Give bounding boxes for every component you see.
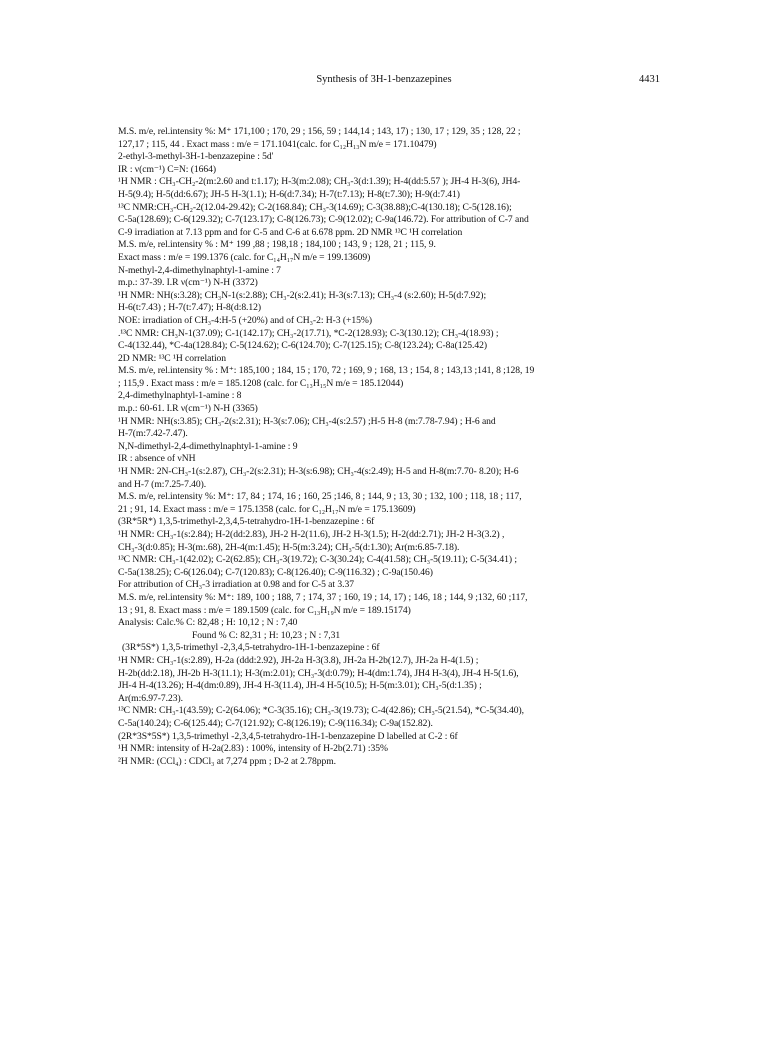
text-line: M.S. m/e, rel.intensity %: M⁺ 171,100 ; 170, 29 ; 156, 59 ; 144,14 ; 143, 17) ; 130, 17 ; 129, 35 ; 128, 22 ; xyxy=(118,126,521,137)
text-line: Exact mass : m/e = 199.1376 (calc. for C₁₄H₁₇N m/e = 199.13609) xyxy=(118,251,371,263)
text-line: ²H NMR: (CCl₄) : CDCl₃ at 7,274 ppm ; D-2 at 2.78ppm. xyxy=(118,755,336,767)
text-line: ¹³C NMR: CH₃-1(43.59); C-2(64.06); *C-3(35.16); CH₃-3(19.73); C-4(42.86); CH₃-5(21.54), *C-5(34.40), xyxy=(118,705,524,717)
text-line: CH₃-3(d:0.85); H-3(m:.68), 2H-4(m:1.45); H-5(m:3.24); CH₃-5(d:1.30); Ar(m:6.85-7.18). xyxy=(118,541,460,553)
text-line: H-7(m:7.42-7.47). xyxy=(118,428,188,440)
text-line: ¹H NMR: NH(s:3.28); CH₃N-1(s:2.88); CH₃-2(s:2.41); H-3(s:7.13); CH₃-4 (s:2.60); H-5(d:7.92); xyxy=(118,289,487,301)
text-line: (2R*3S*5S*) 1,3,5-trimethyl -2,3,4,5-tetrahydro-1H-1-benzazepine D labelled at C-2 : 6f xyxy=(118,730,458,742)
text-line: H-2b(dd:2.18), JH-2b H-3(11.1); H-3(m:2.01); CH₃-3(d:0.79); H-4(dm:1.74), JH4 H-3(4), JH-4 H-5(1.6), xyxy=(118,667,519,679)
text-line: ¹³C NMR:CH₃-CH₂-2(12.04-29.42); C-2(168.84); CH₃-3(14.69); C-3(38.88);C-4(130.18); C-5(128.16); xyxy=(118,201,512,213)
page-number: 4431 xyxy=(639,74,660,85)
text-line: ¹H NMR: NH(s:3.85); CH₃-2(s:2.31); H-3(s:7.06); CH₃-4(s:2.57) ;H-5 H-8 (m:7.78-7.94) ; H-6 and xyxy=(118,415,496,427)
text-line: (3R*5S*) 1,3,5-trimethyl -2,3,4,5-tetrahydro-1H-1-benzazepine : 6f xyxy=(122,642,380,654)
text-line: N-methyl-2,4-dimethylnaphtyl-1-amine : 7 xyxy=(118,264,281,276)
text-line: Ar(m:6.97-7.23). xyxy=(118,692,184,704)
running-header xyxy=(0,74,768,90)
text-line: m.p.: 37-39. I.R ν(cm⁻¹) N-H (3372) xyxy=(118,277,258,289)
text-line: M.S. m/e, rel.intensity %: M⁺: 17, 84 ; 174, 16 ; 160, 25 ;146, 8 ; 144, 9 ; 13, 30 ; 132, 100 ; 118, 18 ; 117, xyxy=(118,491,522,503)
text-line: and H-7 (m:7.25-7.40). xyxy=(118,478,207,490)
text-line: C-9 irradiation at 7.13 ppm and for C-5 and C-6 at 6.678 ppm. 2D NMR ¹³C ¹H correlation xyxy=(118,226,463,238)
text-line: IR : ν(cm⁻¹) C=N: (1664) xyxy=(118,163,217,175)
running-title: Synthesis of 3H-1-benzazepines xyxy=(316,74,452,85)
text-line: ¹H NMR: intensity of H-2a(2.83) : 100%, intensity of H-2b(2.71) :35% xyxy=(118,743,388,755)
text-line: For attribution of CH₃-3 irradiation at 0.98 and for C-5 at 3.37 xyxy=(118,579,354,591)
text-line: Found % C: 82,31 ; H: 10,23 ; N : 7,31 xyxy=(192,629,341,641)
text-line: m.p.: 60-61. I.R ν(cm⁻¹) N-H (3365) xyxy=(118,403,258,415)
text-line: N,N-dimethyl-2,4-dimethylnaphtyl-1-amine : 9 xyxy=(118,440,298,452)
text-line: H-5(9.4); H-5(dd:6.67); JH-5 H-3(1.1); H-6(d:7.34); H-7(t:7.13); H-8(t:7.30); H-9(d:7.41) xyxy=(118,188,460,200)
text-line: 127,17 ; 115, 44 . Exact mass : m/e = 171.1041(calc. for C₁₂H₁₃N m/e = 171.10479) xyxy=(118,138,437,150)
text-line: M.S. m/e, rel.intensity % : M⁺: 185,100 ; 184, 15 ; 170, 72 ; 169, 9 ; 168, 13 ; 154, 8 ; 143,13 ;141, 8 ;128, 19 xyxy=(118,365,535,377)
text-line: JH-4 H-4(13.26); H-4(dm:0.89), JH-4 H-3(11.4), JH-4 H-5(10.5); H-5(m:3.01); CH₃-5(d:1.35) ; xyxy=(118,680,482,692)
text-line: C-5a(138.25); C-6(126.04); C-7(120.83); C-8(126.40); C-9(116.32) ; C-9a(150.46) xyxy=(118,566,433,578)
text-line: Analysis: Calc.% C: 82,48 ; H: 10,12 ; N : 7,40 xyxy=(118,617,298,629)
text-line: H-6(t:7.43) ; H-7(t:7.47); H-8(d:8.12) xyxy=(118,302,262,314)
text-line: C-5a(140.24); C-6(125.44); C-7(121.92); C-8(126.19); C-9(116.34); C-9a(152.82). xyxy=(118,717,433,729)
text-line: 21 ; 91, 14. Exact mass : m/e = 175.1358 (calc. for C₁₂H₁₇N m/e = 175.13609) xyxy=(118,503,416,515)
text-line: 2D NMR: ¹³C ¹H correlation xyxy=(118,352,227,364)
text-line: ¹H NMR: 2N-CH₃-1(s:2.87), CH₃-2(s:2.31); H-3(s:6.98); CH₃-4(s:2.49); H-5 and H-8(m:7.70- 8.20); H-6 xyxy=(118,466,519,478)
text-line: 13 ; 91, 8. Exact mass : m/e = 189.1509 (calc. for C₁₃H₁₉N m/e = 189.15174) xyxy=(118,604,411,616)
text-line: .¹³C NMR: CH₃N-1(37.09); C-1(142.17); CH₃-2(17.71), *C-2(128.93); C-3(130.12); CH₃-4(18.93) ; xyxy=(118,327,499,339)
text-line: ¹³C NMR: CH₃-1(42.02); C-2(62.85); CH₃-3(19.72); C-3(30.24); C-4(41.58); CH₃-5(19.11); C-5(34.41) ; xyxy=(118,554,517,566)
text-line: NOE: irradiation of CH₃-4:H-5 (+20%) and of CH₃-2: H-3 (+15%) xyxy=(118,314,372,326)
text-line: 2,4-dimethylnaphtyl-1-amine : 8 xyxy=(118,390,242,402)
text-line: M.S. m/e, rel.intensity %: M⁺: 189, 100 ; 188, 7 ; 174, 37 ; 160, 19 ; 14, 17) ; 146, 18 ; 144, 9 ;132, 60 ;117, xyxy=(118,591,528,603)
text-line: C-4(132.44), *C-4a(128.84); C-5(124.62); C-6(124.70); C-7(125.15); C-8(123.24); C-8a(125.42) xyxy=(118,340,487,352)
text-line: ¹H NMR: CH₃-1(s:2.84); H-2(dd:2.83), JH-2 H-2(11.6), JH-2 H-3(1.5); H-2(dd:2.71); JH-2 H-3(3.2) , xyxy=(118,529,505,540)
text-line: 2-ethyl-3-methyl-3H-1-benzazepine : 5d' xyxy=(118,151,274,163)
text-line: (3R*5R*) 1,3,5-trimethyl-2,3,4,5-tetrahydro-1H-1-benzazepine : 6f xyxy=(118,516,375,528)
text-line: ; 115,9 . Exact mass : m/e = 185.1208 (calc. for C₁₃H₁₅N m/e = 185.12044) xyxy=(118,377,404,389)
text-line: IR : absence of νNH xyxy=(118,453,196,465)
text-line: ¹H NMR : CH₃-CH₂-2(m:2.60 and t:1.17); H-3(m:2.08); CH₃-3(d:1.39); H-4(dd:5.57 ); JH-4 H-3(6), JH4- xyxy=(118,176,521,188)
text-line: M.S. m/e, rel.intensity % : M⁺ 199 ,88 ; 198,18 ; 184,100 ; 143, 9 ; 128, 21 ; 115, 9. xyxy=(118,239,436,251)
text-line: ¹H NMR: CH₃-1(s:2.89), H-2a (ddd:2.92), JH-2a H-3(3.8), JH-2a H-2b(12.7), JH-2a H-4(1.5) ; xyxy=(118,654,479,666)
text-line: C-5a(128.69); C-6(129.32); C-7(123.17); C-8(126.73); C-9(12.02); C-9a(146.72). For attribution of C-7 and xyxy=(118,214,529,226)
body-text xyxy=(118,126,674,768)
